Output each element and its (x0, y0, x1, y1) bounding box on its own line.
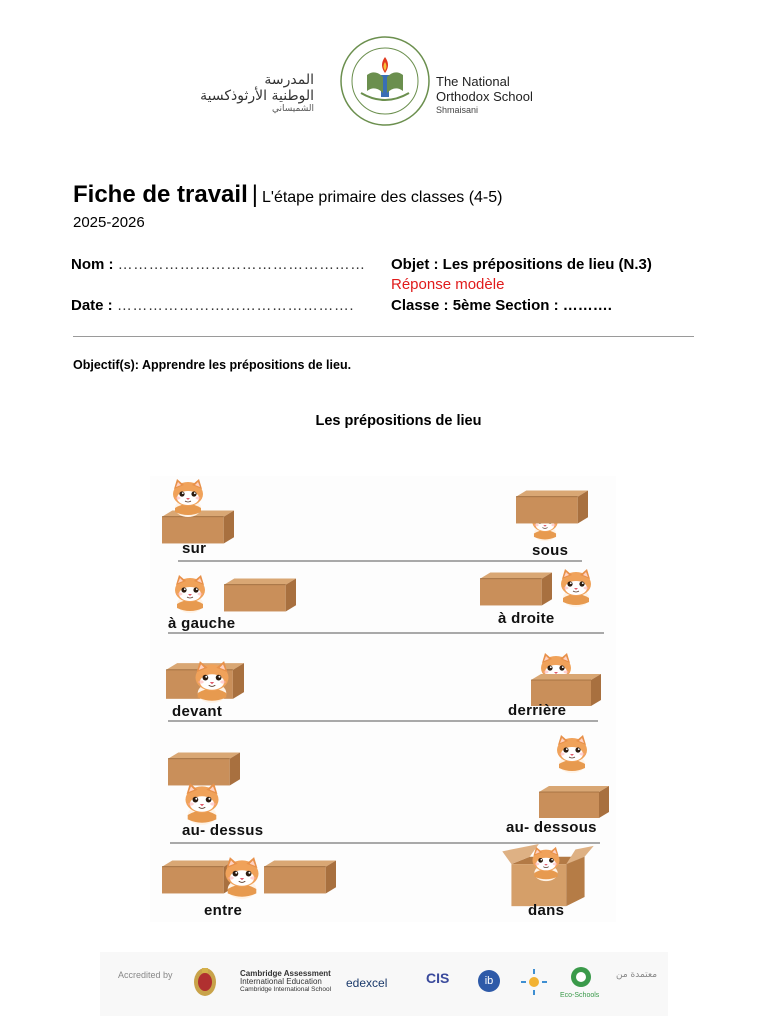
school-year: 2025-2026 (73, 214, 145, 231)
au-dessus-cat-icon (180, 782, 224, 826)
au-dessous-cat-icon (552, 734, 592, 774)
word-dans: dans (528, 902, 565, 919)
classe-section-field: Classe : 5ème Section : ………. (391, 297, 612, 314)
edexcel-logo: edexcel (346, 976, 388, 990)
entre-right-box-icon (264, 860, 336, 894)
word-sous: sous (532, 542, 569, 559)
accredited-by-label: Accredited by (118, 970, 173, 980)
row-divider-2 (168, 632, 604, 634)
word-sur: sur (182, 540, 207, 557)
worksheet-title: Fiche de travail | L'étape primaire des classes (4-5) (73, 181, 503, 208)
a-gauche-cat-icon (170, 574, 210, 614)
date-blank: ………………………………………. (116, 297, 355, 314)
eco-schools-icon (570, 966, 592, 988)
a-droite-cat-icon (556, 568, 596, 608)
entre-cat-icon (220, 856, 264, 900)
row-divider-1 (178, 560, 582, 562)
devant-cat-icon (190, 660, 234, 704)
prepositions-illustration (150, 476, 616, 922)
cambridge-logo: Cambridge Assessment International Education Cambridge International School (240, 969, 332, 993)
school-name-arabic: المدرسة الوطنية الأرثوذكسية الشميساني (200, 72, 314, 115)
au-dessus-box-icon (168, 752, 240, 786)
ib-logo: ib (478, 970, 500, 992)
sous-box-icon (516, 490, 588, 524)
word-a-gauche: à gauche (168, 615, 236, 632)
eco-schools-label: Eco-Schools (560, 992, 600, 999)
a-droite-box-icon (480, 572, 552, 606)
nom-blank: ………………………………………… (117, 256, 366, 273)
objectif-text: Objectif(s): Apprendre les prépositions de lieu. (73, 358, 352, 372)
sur-cat-icon (168, 478, 208, 518)
objet-field: Objet : Les prépositions de lieu (N.3) (391, 256, 652, 273)
word-devant: devant (172, 703, 223, 720)
row-divider-3 (168, 720, 598, 722)
date-field: Date : ………………………………………. (71, 297, 355, 314)
header-divider (73, 336, 694, 337)
a-gauche-box-icon (224, 578, 296, 612)
section-title: Les prépositions de lieu (315, 413, 482, 429)
cis-logo: CIS (426, 970, 450, 986)
word-a-droite: à droite (498, 610, 555, 627)
word-au-dessous: au- dessous (506, 819, 597, 836)
au-dessous-box-icon (538, 786, 610, 818)
worksheet-subtitle: L'étape primaire des classes (4-5) (261, 189, 503, 206)
accredited-by-arabic-label: معتمدة من (616, 970, 658, 980)
school-name-english: The National Orthodox School Shmaisani (436, 74, 533, 115)
dans-cat-icon (526, 846, 566, 882)
nom-field: Nom : ………………………………………… (71, 256, 366, 273)
ministry-logo-icon (520, 968, 548, 996)
school-seal-logo (339, 35, 431, 127)
word-derriere: derrière (508, 702, 567, 719)
accreditation-footer (100, 952, 668, 1016)
word-entre: entre (204, 902, 243, 919)
jordan-crest-icon (192, 966, 218, 998)
word-au-dessus: au- dessus (182, 822, 264, 839)
reponse-modele-label: Réponse modèle (391, 276, 505, 293)
